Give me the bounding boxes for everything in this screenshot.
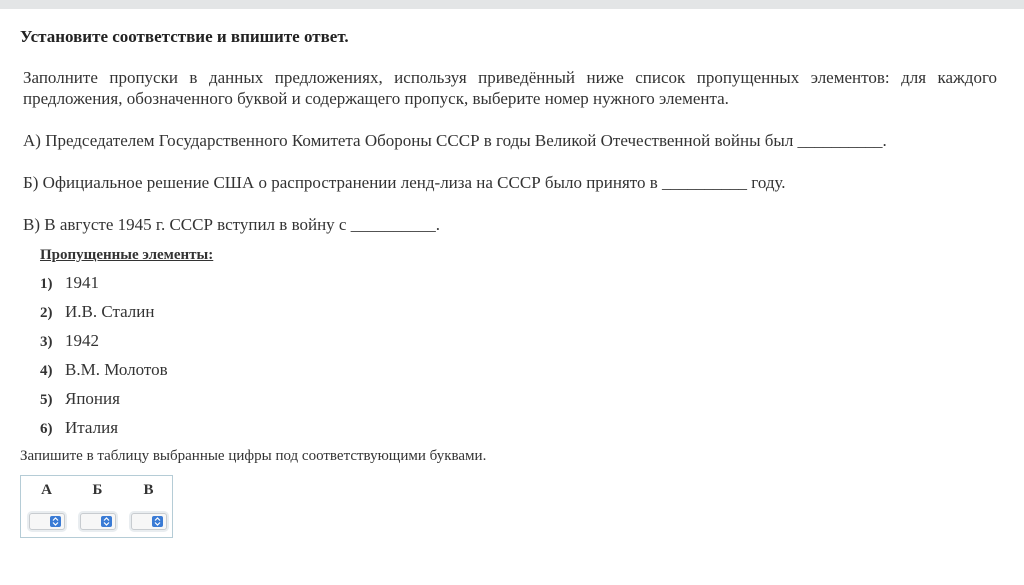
answer-select-a[interactable] <box>29 513 65 530</box>
task-title: Установите соответствие и впишите ответ. <box>20 27 349 46</box>
sentence-b: Б) Официальное решение США о распространении ленд-лиза на СССР было принято в __________ году. <box>23 173 786 192</box>
answer-table-instructions: Запишите в таблицу выбранные цифры под соответствующими буквами. <box>20 448 487 464</box>
task-instructions: Заполните пропуски в данных предложениях, используя приведённый ниже список пропущенных элементов: для каждого предложения, обозначенного буквой и содержащего пропуск, выберите номер нужного элемента. <box>23 68 997 108</box>
list-item <box>40 389 120 409</box>
option-number: 1) <box>40 276 53 292</box>
answer-column-c <box>123 476 174 537</box>
list-item <box>40 302 155 322</box>
option-label: Япония <box>65 389 120 408</box>
chevron-updown-icon <box>152 516 163 527</box>
option-label: 1942 <box>65 331 99 350</box>
option-number: 2) <box>40 305 53 321</box>
answer-table <box>20 475 173 538</box>
column-letter: Б <box>92 482 103 498</box>
chevron-updown-icon <box>50 516 61 527</box>
option-label: Италия <box>65 418 119 437</box>
sentence-a: А) Председателем Государственного Комитета Обороны СССР в годы Великой Отечественной войны был __________. <box>23 131 887 150</box>
column-letter: В <box>143 482 154 498</box>
list-item <box>40 273 99 293</box>
chevron-updown-icon <box>101 516 112 527</box>
option-label: В.М. Молотов <box>65 360 168 379</box>
option-number: 5) <box>40 392 53 408</box>
sentence-c: В) В августе 1945 г. СССР вступил в войну с __________. <box>23 215 440 234</box>
answer-column-b <box>72 476 123 537</box>
column-letter: А <box>41 482 52 498</box>
option-label: 1941 <box>65 273 99 292</box>
list-item <box>40 331 99 351</box>
list-item <box>40 360 168 380</box>
top-bar <box>0 0 1024 9</box>
missing-elements-heading: Пропущенные элементы: <box>40 247 214 263</box>
option-label: И.В. Сталин <box>65 302 155 321</box>
option-number: 4) <box>40 363 53 379</box>
answer-select-c[interactable] <box>131 513 167 530</box>
answer-column-a <box>21 476 72 537</box>
answer-select-b[interactable] <box>80 513 116 530</box>
list-item <box>40 418 118 438</box>
option-number: 3) <box>40 334 53 350</box>
option-number: 6) <box>40 421 53 437</box>
